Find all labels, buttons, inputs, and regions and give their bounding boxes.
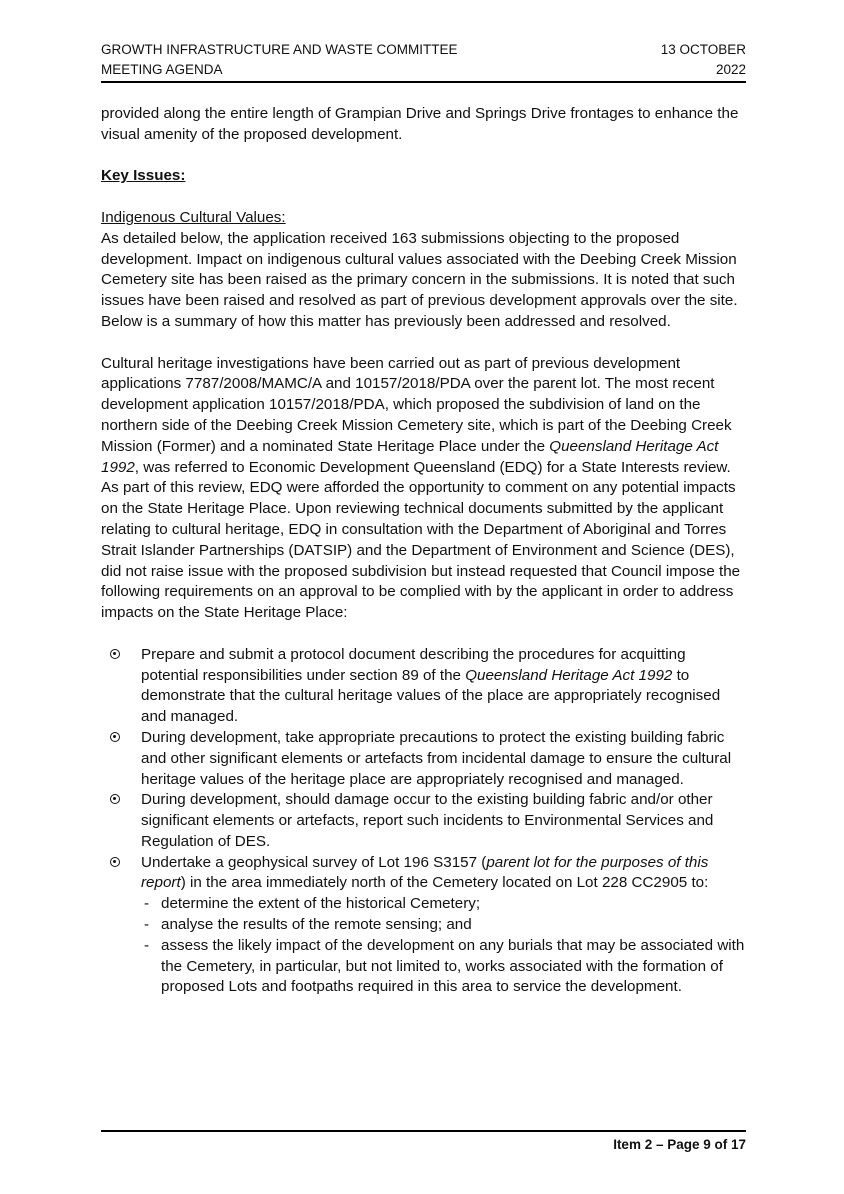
header-left <box>101 40 458 80</box>
key-issues-heading: Key Issues: <box>101 167 186 185</box>
sub-item-text: determine the extent of the historical Cemetery; <box>161 895 481 913</box>
sub-item-text: analyse the results of the remote sensing; and <box>161 916 472 934</box>
survey-sub-list <box>141 894 746 998</box>
paragraph-text: , was referred to Economic Development Queensland (EDQ) for a State Interests review. As part of this review, EDQ were afforded the opportunity to comment on any potential impacts on the State Heritage Place. Upon reviewing technical documents submitted by the applicant relating to cultural heritage, EDQ in consultation with the Department of Aboriginal and Torres Strait Islander Partnerships (DATSIP) and the Department of Environment and Science (DES), did not raise issue with the proposed subdivision but instead requested that Council impose the following requirements on an approval to be complied with by the applicant in order to address impacts on the State Heritage Place: <box>101 458 741 622</box>
document-page <box>101 40 746 998</box>
header-date <box>661 40 746 80</box>
requirement-text: Prepare and submit a protocol document describing the procedures for acquitting potential responsibilities under section 89 of the <box>141 645 686 684</box>
meeting-agenda-label: MEETING AGENDA <box>101 62 223 77</box>
parent-lot-note: parent lot for the purposes of this report <box>141 853 709 892</box>
intro-paragraph: provided along the entire length of Grampian Drive and Springs Drive frontages to enhance the visual amenity of the proposed development. <box>101 105 739 143</box>
document-body <box>101 104 746 998</box>
page-number-label: Item 2 – Page 9 of 17 <box>613 1137 746 1152</box>
heritage-investigation-paragraph <box>101 354 746 624</box>
indigenous-values-subheading: Indigenous Cultural Values: <box>101 208 286 226</box>
survey-sub-item <box>141 915 746 936</box>
dash-marker: - <box>144 936 150 954</box>
dash-marker: - <box>144 916 150 934</box>
paragraph-text: Cultural heritage investigations have been carried out as part of previous development applications 7787/2008/MAMC/A and 10157/2018/PDA over the parent lot. The most recent development application 10157/2018/PDA, which proposed the subdivision of land on the northern side of the Deebing Creek Mission Cemetery site, which is part of the Deebing Creek Mission (Former) and a nominated State Heritage Place under the <box>101 354 732 455</box>
submissions-paragraph: As detailed below, the application received 163 submissions objecting to the proposed development. Impact on indigenous cultural values associated with the Deebing Creek Mission Cemetery site has been raised as the primary concern in the submissions. It is noted that such issues have been raised and resolved as part of previous development approvals over the site. Below is a summary of how this matter has previously been addressed and resolved. <box>101 229 738 330</box>
requirement-item <box>101 790 746 852</box>
requirements-list <box>101 645 746 999</box>
requirement-item <box>101 645 746 728</box>
requirement-text: ) in the area immediately north of the Cemetery located on Lot 228 CC2905 to: <box>180 874 709 892</box>
requirement-text: During development, take appropriate precautions to protect the existing building fabric and other significant elements or artefacts from incidental damage to ensure the cultural heritage values of the heritage place are appropriately recognised and managed. <box>141 728 732 788</box>
requirement-item <box>101 853 746 999</box>
header-date-line1: 13 OCTOBER <box>660 42 746 57</box>
sub-item-text: assess the likely impact of the development on any burials that may be associated with the Cemetery, in particular, but not limited to, works associated with the formation of proposed Lots and footpaths required in this area to service the development. <box>161 936 745 996</box>
committee-name: GROWTH INFRASTRUCTURE AND WASTE COMMITTEE <box>101 42 458 57</box>
act-name: Queensland Heritage Act 1992 <box>465 666 673 684</box>
page-header <box>101 40 746 83</box>
requirement-text: Undertake a geophysical survey of Lot 196 S3157 ( <box>141 853 487 871</box>
act-name: Queensland Heritage Act 1992 <box>101 437 719 476</box>
survey-sub-item <box>141 894 746 915</box>
page-footer <box>101 1130 746 1155</box>
circled-dot-icon <box>110 794 120 804</box>
circled-dot-icon <box>110 732 120 742</box>
header-date-line2: 2022 <box>715 62 746 77</box>
requirement-text: During development, should damage occur to the existing building fabric and/or other significant elements or artefacts, report such incidents to Environmental Services and Regulation of DES. <box>141 791 714 850</box>
requirement-item <box>101 728 746 790</box>
circled-dot-icon <box>110 857 120 867</box>
survey-sub-item <box>141 936 746 998</box>
circled-dot-icon <box>110 649 120 659</box>
dash-marker: - <box>144 895 150 913</box>
requirement-text: to demonstrate that the cultural heritage values of the place are appropriately recognised and managed. <box>141 666 721 726</box>
